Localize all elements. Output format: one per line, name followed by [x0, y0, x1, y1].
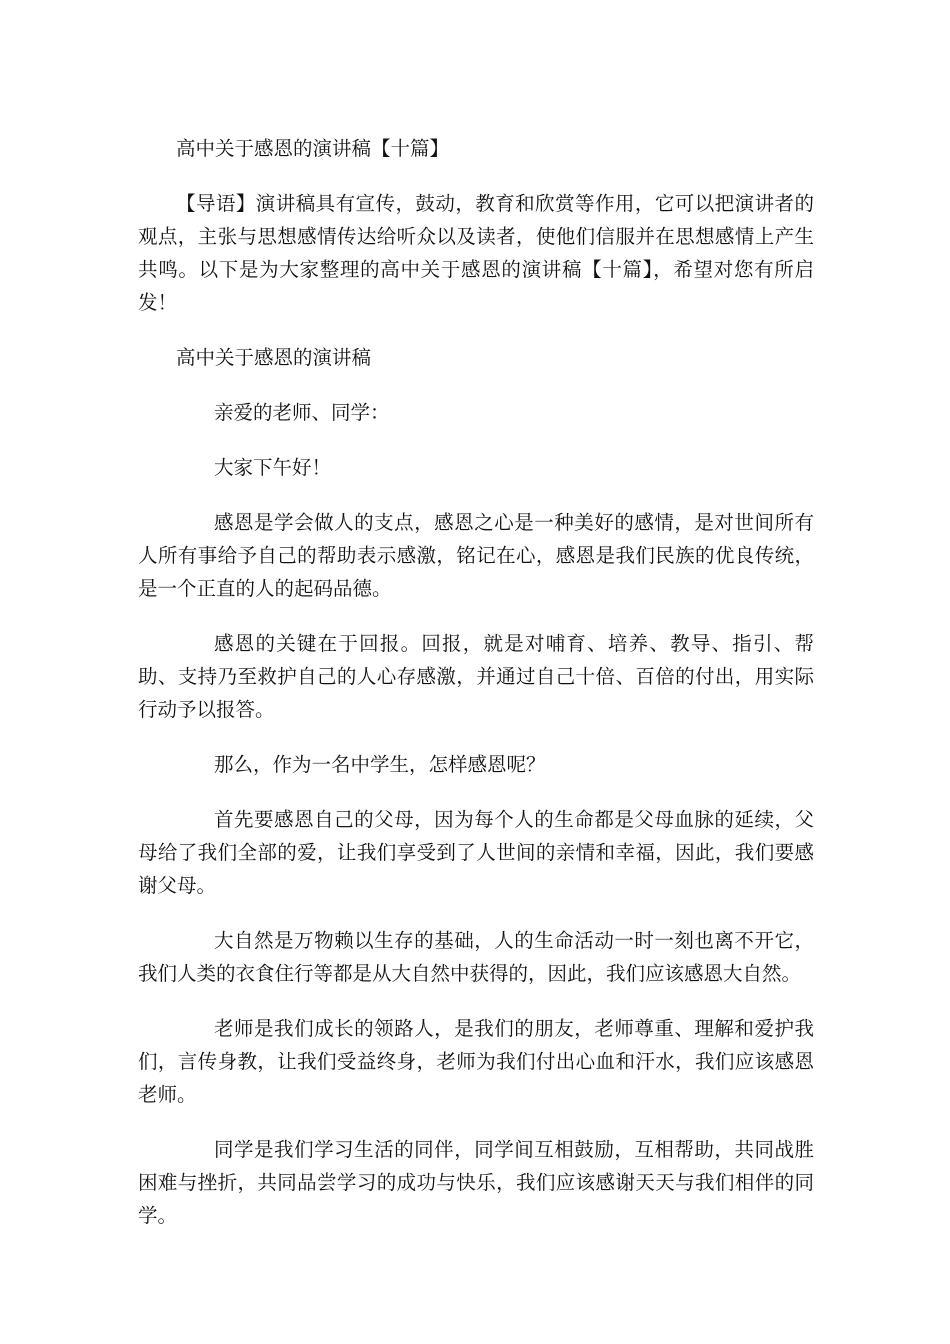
greeting-afternoon: 大家下午好！ [214, 456, 332, 479]
document-body [138, 132, 814, 1232]
body-paragraph: 大自然是万物赖以生存的基础，人的生命活动一时一刻也离不开它，我们人类的衣食住行等都是从大自然中获得的，因此，我们应该感恩大自然。 [138, 929, 814, 985]
body-paragraph: 感恩是学会做人的支点，感恩之心是一种美好的感情，是对世间所有人所有事给予自己的帮助表示感激，铭记在心，感恩是我们民族的优良传统，是一个正直的人的起码品德。 [138, 511, 814, 600]
body-paragraph: 老师是我们成长的领路人，是我们的朋友，老师尊重、理解和爱护我们，言传身教，让我们受益终身，老师为我们付出心血和汗水，我们应该感恩老师。 [138, 1017, 814, 1106]
section-title: 高中关于感恩的演讲稿 [176, 346, 372, 369]
body-paragraph: 那么，作为一名中学生，怎样感恩呢？ [214, 753, 546, 776]
body-paragraph: 感恩的关键在于回报。回报，就是对哺育、培养、教导、指引、帮助、支持乃至救护自己的人心存感激，并通过自己十倍、百倍的付出，用实际行动予以报答。 [138, 632, 814, 721]
body-paragraph: 首先要感恩自己的父母，因为每个人的生命都是父母血脉的延续，父母给了我们全部的爱，让我们享受到了人世间的亲情和幸福，因此，我们要感谢父母。 [138, 808, 814, 897]
main-title: 高中关于感恩的演讲稿【十篇】 [176, 137, 450, 160]
intro-paragraph: 【导语】演讲稿具有宣传，鼓动，教育和欣赏等作用，它可以把演讲者的观点，主张与思想感情传达给听众以及读者，使他们信服并在思想感情上产生共鸣。以下是为大家整理的高中关于感恩的演讲稿【十篇】，希望对您有所启发！ [138, 192, 814, 314]
greeting: 亲爱的老师、同学： [214, 401, 390, 424]
body-paragraph: 同学是我们学习生活的同伴，同学间互相鼓励，互相帮助，共同战胜困难与挫折，共同品尝学习的成功与快乐，我们应该感谢天天与我们相伴的同学。 [138, 1138, 814, 1227]
